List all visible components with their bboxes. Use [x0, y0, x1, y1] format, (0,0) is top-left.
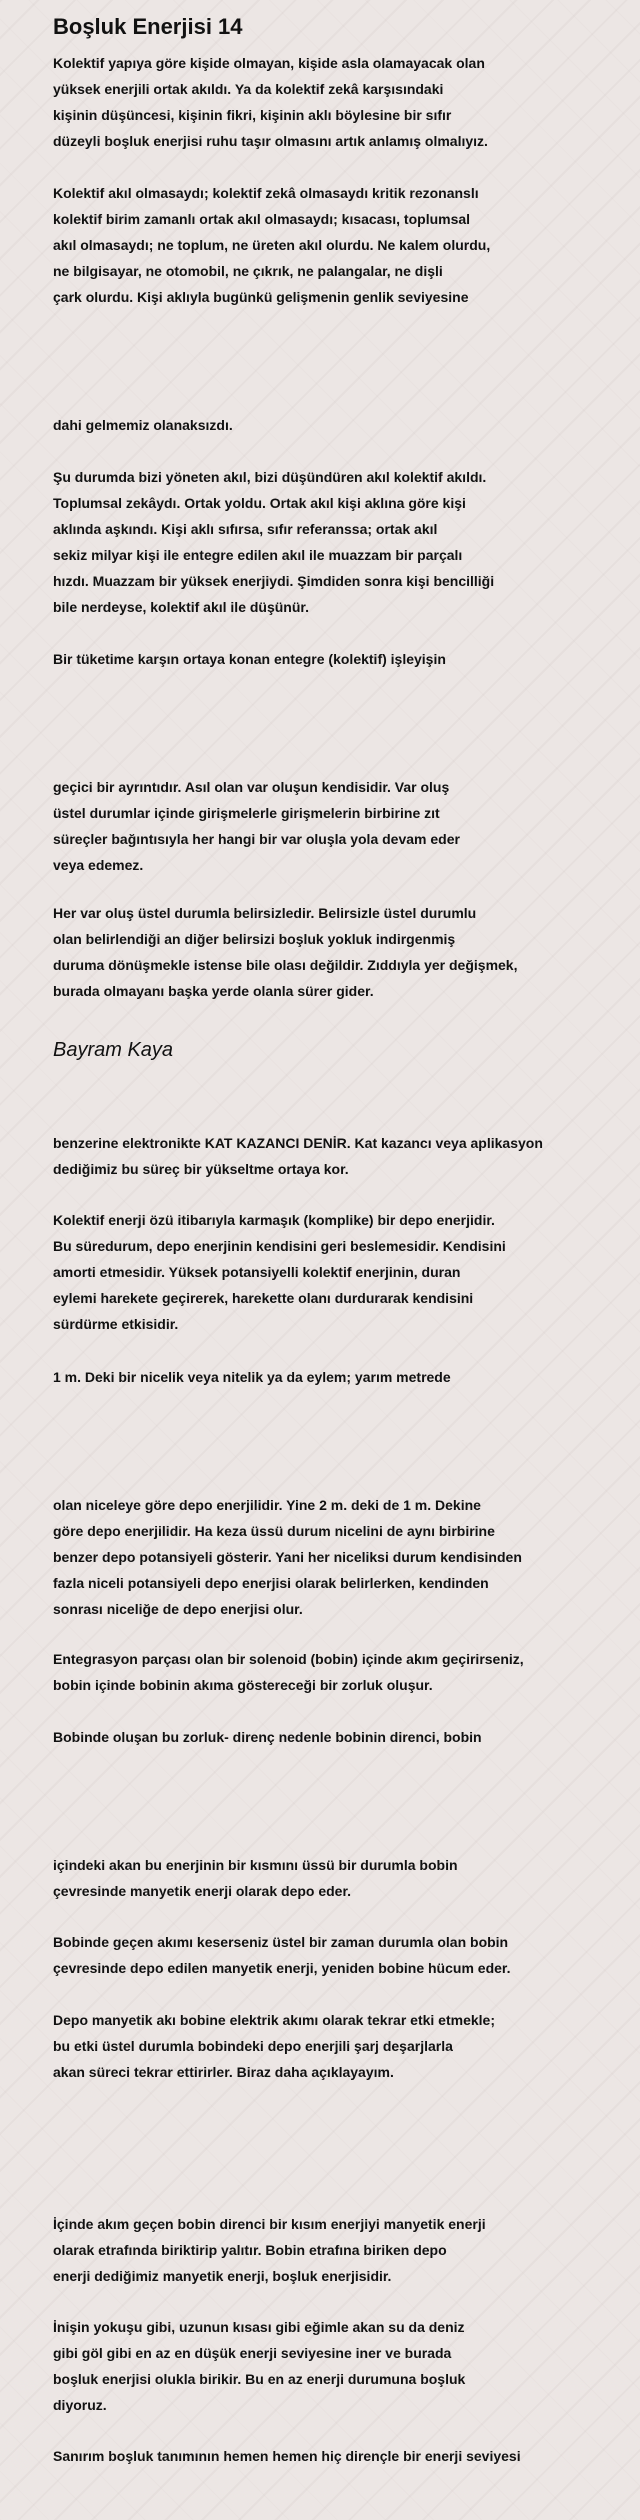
paragraph-7-3	[53, 2443, 633, 2469]
text-line: düzeyli boşluk enerjisi ruhu taşır olmasını artık anlamış olmalıyız.	[53, 133, 488, 149]
text-line: eylemi harekete geçirerek, harekette olanı durdurarak kendisini	[53, 1290, 474, 1306]
text-line: kişinin düşüncesi, kişinin fikri, kişinin aklı böylesine bir sıfır	[53, 107, 452, 123]
text-line: akan süreci tekrar ettirirler. Biraz daha açıklayayım.	[53, 2064, 394, 2080]
text-line: çevresinde manyetik enerji olarak depo eder.	[53, 1883, 352, 1899]
text-line: hızdı. Muazzam bir yüksek enerjiydi. Şimdiden sonra kişi bencilliği	[53, 573, 495, 589]
text-line: yüksek enerjili ortak akıldı. Ya da kolektif zekâ karşısındaki	[53, 81, 444, 97]
text-line: 1 m. Deki bir nicelik veya nitelik ya da eylem; yarım metrede	[53, 1369, 451, 1385]
text-line: Her var oluş üstel durumla belirsizledir. Belirsizle üstel durumlu	[53, 905, 477, 921]
text-line: boşluk enerjisi olukla birikir. Bu en az enerji durumuna boşluk	[53, 2371, 466, 2387]
paragraph-2-3	[53, 646, 633, 672]
paragraph-3-2	[53, 900, 633, 1004]
text-line: diyoruz.	[53, 2397, 107, 2413]
text-line: Entegrasyon parçası olan bir solenoid (bobin) içinde akım geçirirseniz,	[53, 1651, 524, 1667]
paragraph-7-2	[53, 2314, 633, 2418]
text-line: geçici bir ayrıntıdır. Asıl olan var oluşun kendisidir. Var oluş	[53, 779, 450, 795]
text-line: üstel durumlar içinde girişmelerle girişmelerin birbirine zıt	[53, 805, 440, 821]
text-line: içindeki akan bu enerjinin bir kısmını üssü bir durumla bobin	[53, 1857, 458, 1873]
text-line: Bir tüketime karşın ortaya konan entegre (kolektif) işleyişin	[53, 651, 446, 667]
text-line: Kolektif yapıya göre kişide olmayan, kişide asla olamayacak olan	[53, 55, 485, 71]
text-line: bile nerdeyse, kolektif akıl ile düşünür.	[53, 599, 309, 615]
author-name: Bayram Kaya	[53, 1039, 174, 1061]
paragraph-3-1	[53, 774, 633, 878]
text-line: burada olmayanı başka yerde olanla sürer gider.	[53, 983, 374, 999]
paragraph-6-3	[53, 2007, 633, 2085]
text-line: Şu durumda bizi yöneten akıl, bizi düşündüren akıl kolektif akıldı.	[53, 469, 487, 485]
text-line: sonrası niceliğe de depo enerjisi olur.	[53, 1601, 303, 1617]
text-line: fazla niceli potansiyeli depo enerjisi olarak belirlerken, kendinden	[53, 1575, 489, 1591]
text-line: aklında aşkındı. Kişi aklı sıfırsa, sıfır referanssa; ortak akıl	[53, 521, 438, 537]
text-line: olan niceleye göre depo enerjilidir. Yine 2 m. deki de 1 m. Dekine	[53, 1497, 481, 1513]
text-line: çark olurdu. Kişi aklıyla bugünkü gelişmenin genlik seviyesine	[53, 289, 469, 305]
text-line: kolektif birim zamanlı ortak akıl olmasaydı; kısacası, toplumsal	[53, 211, 471, 227]
text-line: Depo manyetik akı bobine elektrik akımı olarak tekrar etki etmekle;	[53, 2012, 495, 2028]
text-line: bobin içinde bobinin akıma göstereceği bir zorluk oluşur.	[53, 1677, 433, 1693]
text-line: veya edemez.	[53, 857, 144, 873]
text-line: akıl olmasaydı; ne toplum, ne üreten akıl olurdu. Ne kalem olurdu,	[53, 237, 491, 253]
paragraph-7-1	[53, 2211, 633, 2289]
text-line: olan belirlendiği an diğer belirsizi boşluk yokluk indirgenmiş	[53, 931, 456, 947]
paragraph-4-2	[53, 1207, 633, 1337]
text-line: Kolektif enerji özü itibarıyla karmaşık (komplike) bir depo enerjidir.	[53, 1212, 495, 1228]
text-line: duruma dönüşmekle istense bile olası değildir. Zıddıyla yer değişmek,	[53, 957, 518, 973]
text-line: göre depo enerjilidir. Ha keza üssü durum nicelini de aynı birbirine	[53, 1523, 495, 1539]
text-line: İnişin yokuşu gibi, uzunun kısası gibi eğimle akan su da deniz	[53, 2319, 465, 2335]
text-line: benzerine elektronikte KAT KAZANCI DENİR. Kat kazancı veya aplikasyon	[53, 1135, 543, 1151]
text-line: benzer depo potansiyeli gösterir. Yani her niceliksi durum kendisinden	[53, 1549, 522, 1565]
text-line: süreçler bağıntısıyla her hangi bir var oluşla yola devam eder	[53, 831, 460, 847]
page-title: Boşluk Enerjisi 14	[53, 14, 243, 39]
paragraph-2-1	[53, 412, 633, 438]
paragraph-5-1	[53, 1492, 633, 1622]
paragraph-6-2	[53, 1929, 633, 1981]
text-line: Toplumsal zekâydı. Ortak yoldu. Ortak akıl kişi aklına göre kişi	[53, 495, 466, 511]
paragraph-4-1	[53, 1130, 633, 1182]
paragraph-5-2	[53, 1646, 633, 1698]
text-line: amorti etmesidir. Yüksek potansiyelli kolektif enerjinin, duran	[53, 1264, 461, 1280]
text-line: ne bilgisayar, ne otomobil, ne çıkrık, ne palangalar, ne dişli	[53, 263, 443, 279]
paragraph-5-3	[53, 1724, 633, 1750]
text-line: olarak etrafında biriktirip yalıtır. Bobin etrafına biriken depo	[53, 2242, 447, 2258]
text-line: Kolektif akıl olmasaydı; kolektif zekâ olmasaydı kritik rezonanslı	[53, 185, 479, 201]
text-line: sürdürme etkisidir.	[53, 1316, 179, 1332]
text-line: enerji dediğimiz manyetik enerji, boşluk enerjisidir.	[53, 2268, 392, 2284]
text-line: Bu süredurum, depo enerjinin kendisini geri beslemesidir. Kendisini	[53, 1238, 506, 1254]
text-line: İçinde akım geçen bobin direnci bir kısım enerjiyi manyetik enerji	[53, 2216, 486, 2232]
text-line: Sanırım boşluk tanımının hemen hemen hiç dirençle bir enerji seviyesi	[53, 2448, 521, 2464]
paragraph-1-1	[53, 50, 633, 154]
paragraph-2-2	[53, 464, 633, 620]
text-line: çevresinde depo edilen manyetik enerji, yeniden bobine hücum eder.	[53, 1960, 511, 1976]
paragraph-1-2	[53, 180, 633, 310]
paragraph-6-1	[53, 1852, 633, 1904]
text-line: dahi gelmemiz olanaksızdı.	[53, 417, 233, 433]
text-line: Bobinde geçen akımı keserseniz üstel bir zaman durumla olan bobin	[53, 1934, 509, 1950]
text-line: Bobinde oluşan bu zorluk- direnç nedenle bobinin direnci, bobin	[53, 1729, 482, 1745]
paragraph-4-3	[53, 1364, 633, 1390]
text-line: sekiz milyar kişi ile entegre edilen akıl ile muazzam bir parçalı	[53, 547, 463, 563]
text-line: dediğimiz bu süreç bir yükseltme ortaya kor.	[53, 1161, 349, 1177]
text-line: gibi göl gibi en az en düşük enerji seviyesine iner ve burada	[53, 2345, 452, 2361]
text-line: bu etki üstel durumla bobindeki depo enerjili şarj deşarjlarla	[53, 2038, 453, 2054]
